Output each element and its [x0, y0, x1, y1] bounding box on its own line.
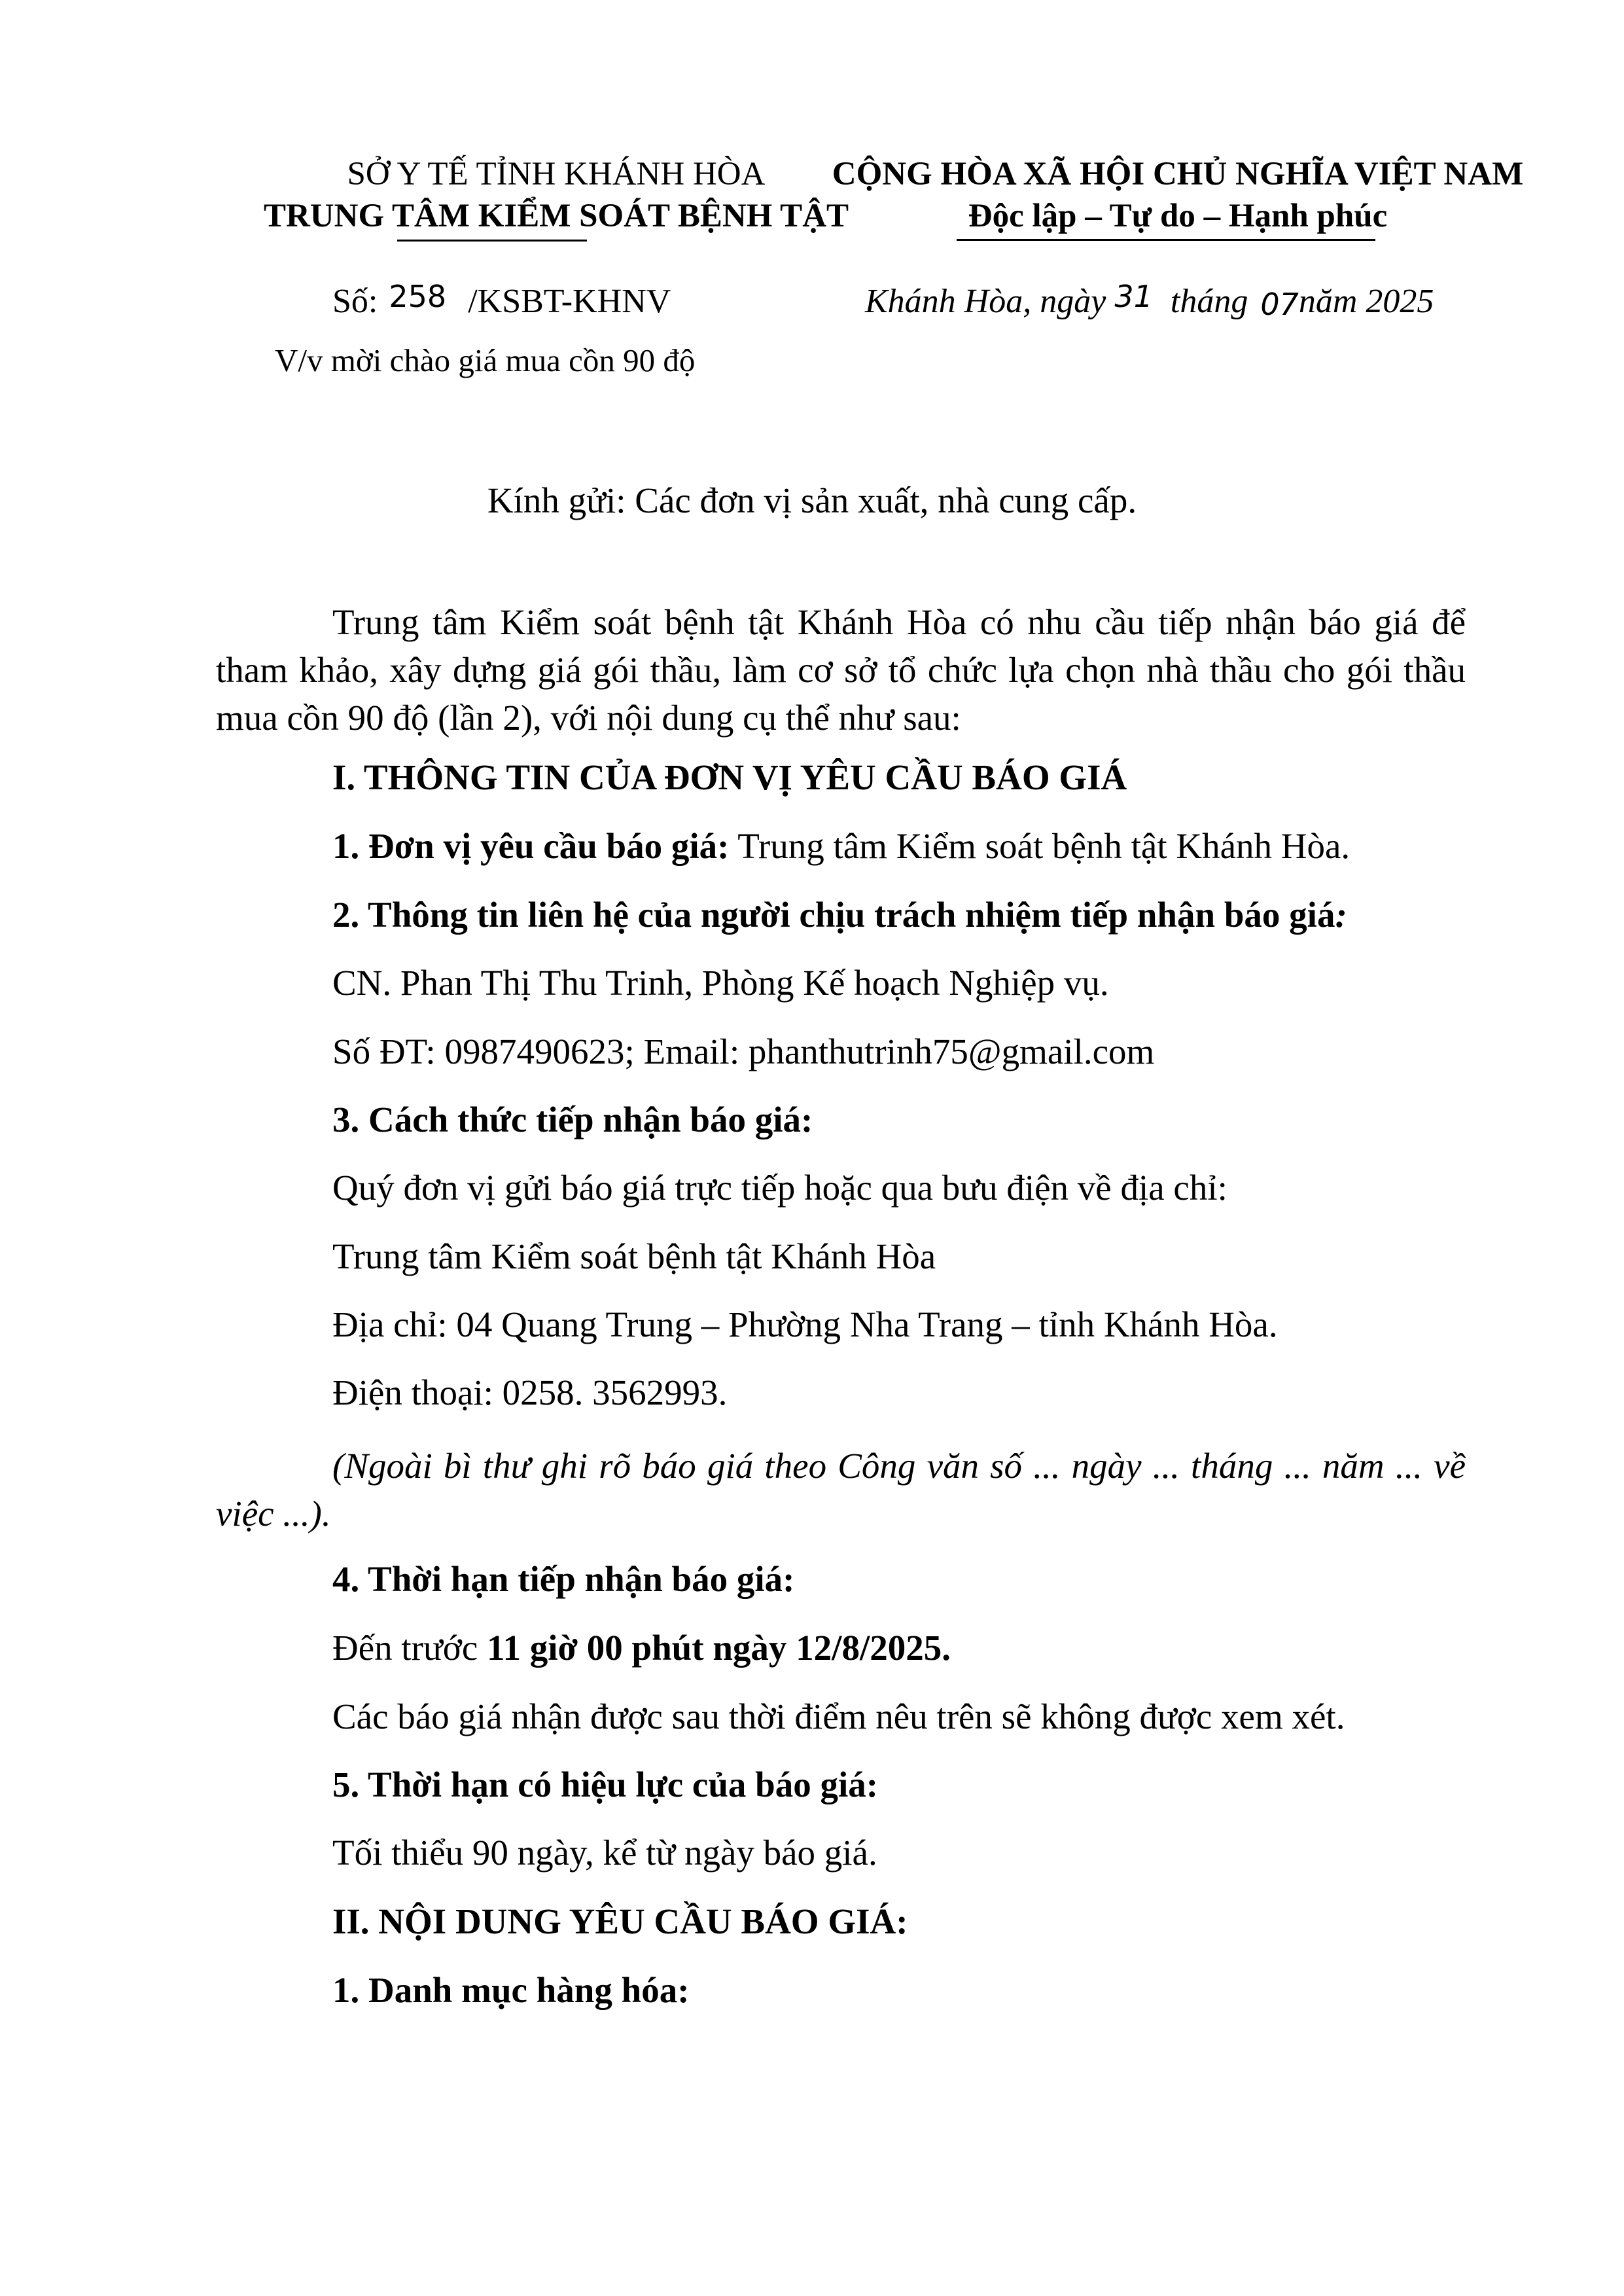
section-1-item-5: 5. Thời hạn có hiệu lực của báo giá:	[332, 1765, 879, 1804]
doc-number-value: 258	[389, 279, 447, 314]
national-title: CỘNG HÒA XÃ HỘI CHỦ NGHĨA VIỆT NAM	[832, 156, 1524, 192]
doc-number-prefix: Số:	[332, 283, 378, 320]
issuer-underline	[397, 240, 587, 242]
date-month-label: tháng	[1170, 283, 1248, 320]
doc-number-suffix: /KSBT-KHNV	[468, 283, 671, 320]
section-2-title: II. NỘI DUNG YÊU CẦU BÁO GIÁ:	[332, 1901, 908, 1941]
deadline-note: Các báo giá nhận được sau thời điểm nêu trên sẽ không được xem xét.	[332, 1696, 1345, 1736]
document-subject: V/v mời chào giá mua cồn 90 độ	[275, 342, 696, 378]
date-year: năm 2025	[1298, 283, 1434, 320]
envelope-note: (Ngoài bì thư ghi rõ báo giá theo Công văn số ... ngày ... tháng ... năm ... về việc ...).	[216, 1446, 1466, 1534]
contact-phone-email: Số ĐT: 0987490623; Email: phanthutrinh75@gmail.com	[332, 1031, 1155, 1071]
section-1-item-4: 4. Thời hạn tiếp nhận báo giá:	[332, 1559, 795, 1599]
date-month: 07	[1260, 287, 1299, 322]
motto-underline	[957, 239, 1375, 241]
date-place: Khánh Hòa, ngày	[865, 283, 1106, 320]
item-1-label: 1. Đơn vị yêu cầu báo giá:	[332, 826, 730, 866]
national-motto: Độc lập – Tự do – Hạnh phúc	[968, 198, 1388, 234]
section-2-item-1: 1. Danh mục hàng hóa:	[332, 1970, 690, 2010]
date-day: 31	[1114, 279, 1153, 314]
deadline-value: 11 giờ 00 phút ngày 12/8/2025.	[487, 1628, 951, 1668]
deadline-prefix: Đến trước	[332, 1628, 487, 1668]
section-1-item-2	[332, 893, 1347, 937]
document-date	[865, 281, 1434, 322]
contact-name: CN. Phan Thị Thu Trinh, Phòng Kế hoạch Nghiệp vụ.	[332, 963, 1109, 1003]
item-2-colon: :	[1335, 895, 1347, 935]
section-1-item-1	[332, 825, 1350, 868]
submission-address: Địa chỉ: 04 Quang Trung – Phường Nha Trang – tỉnh Khánh Hòa.	[332, 1304, 1278, 1344]
submission-phone: Điện thoại: 0258. 3562993.	[332, 1372, 728, 1412]
submission-organization: Trung tâm Kiểm soát bệnh tật Khánh Hòa	[332, 1236, 936, 1276]
submission-method: Quý đơn vị gửi báo giá trực tiếp hoặc qua bưu điện về địa chỉ:	[332, 1168, 1227, 1208]
item-1-value: Trung tâm Kiểm soát bệnh tật Khánh Hòa.	[729, 826, 1350, 866]
deadline-line	[332, 1626, 951, 1670]
section-1-item-3: 3. Cách thức tiếp nhận báo giá:	[332, 1100, 813, 1139]
issuer-organization: TRUNG TÂM KIỂM SOÁT BỆNH TẬT	[263, 198, 849, 234]
item-2-label: 2. Thông tin liên hệ của người chịu trách nhiệm tiếp nhận báo giá	[332, 895, 1335, 935]
section-1-title: I. THÔNG TIN CỦA ĐƠN VỊ YÊU CẦU BÁO GIÁ	[332, 757, 1127, 797]
intro-paragraph: Trung tâm Kiểm soát bệnh tật Khánh Hòa có nhu cầu tiếp nhận báo giá để tham khảo, xây dựng giá gói thầu, làm cơ sở tổ chức lựa chọn nhà thầu cho gói thầu mua cồn 90 độ (lần 2), với nội dung cụ thể như sau:	[216, 602, 1466, 738]
recipient-line: Kính gửi: Các đơn vị sản xuất, nhà cung cấp.	[487, 480, 1137, 520]
document-number	[332, 281, 671, 322]
validity-period: Tối thiểu 90 ngày, kể từ ngày báo giá.	[332, 1833, 877, 1873]
issuer-department: SỞ Y TẾ TỈNH KHÁNH HÒA	[347, 156, 766, 192]
